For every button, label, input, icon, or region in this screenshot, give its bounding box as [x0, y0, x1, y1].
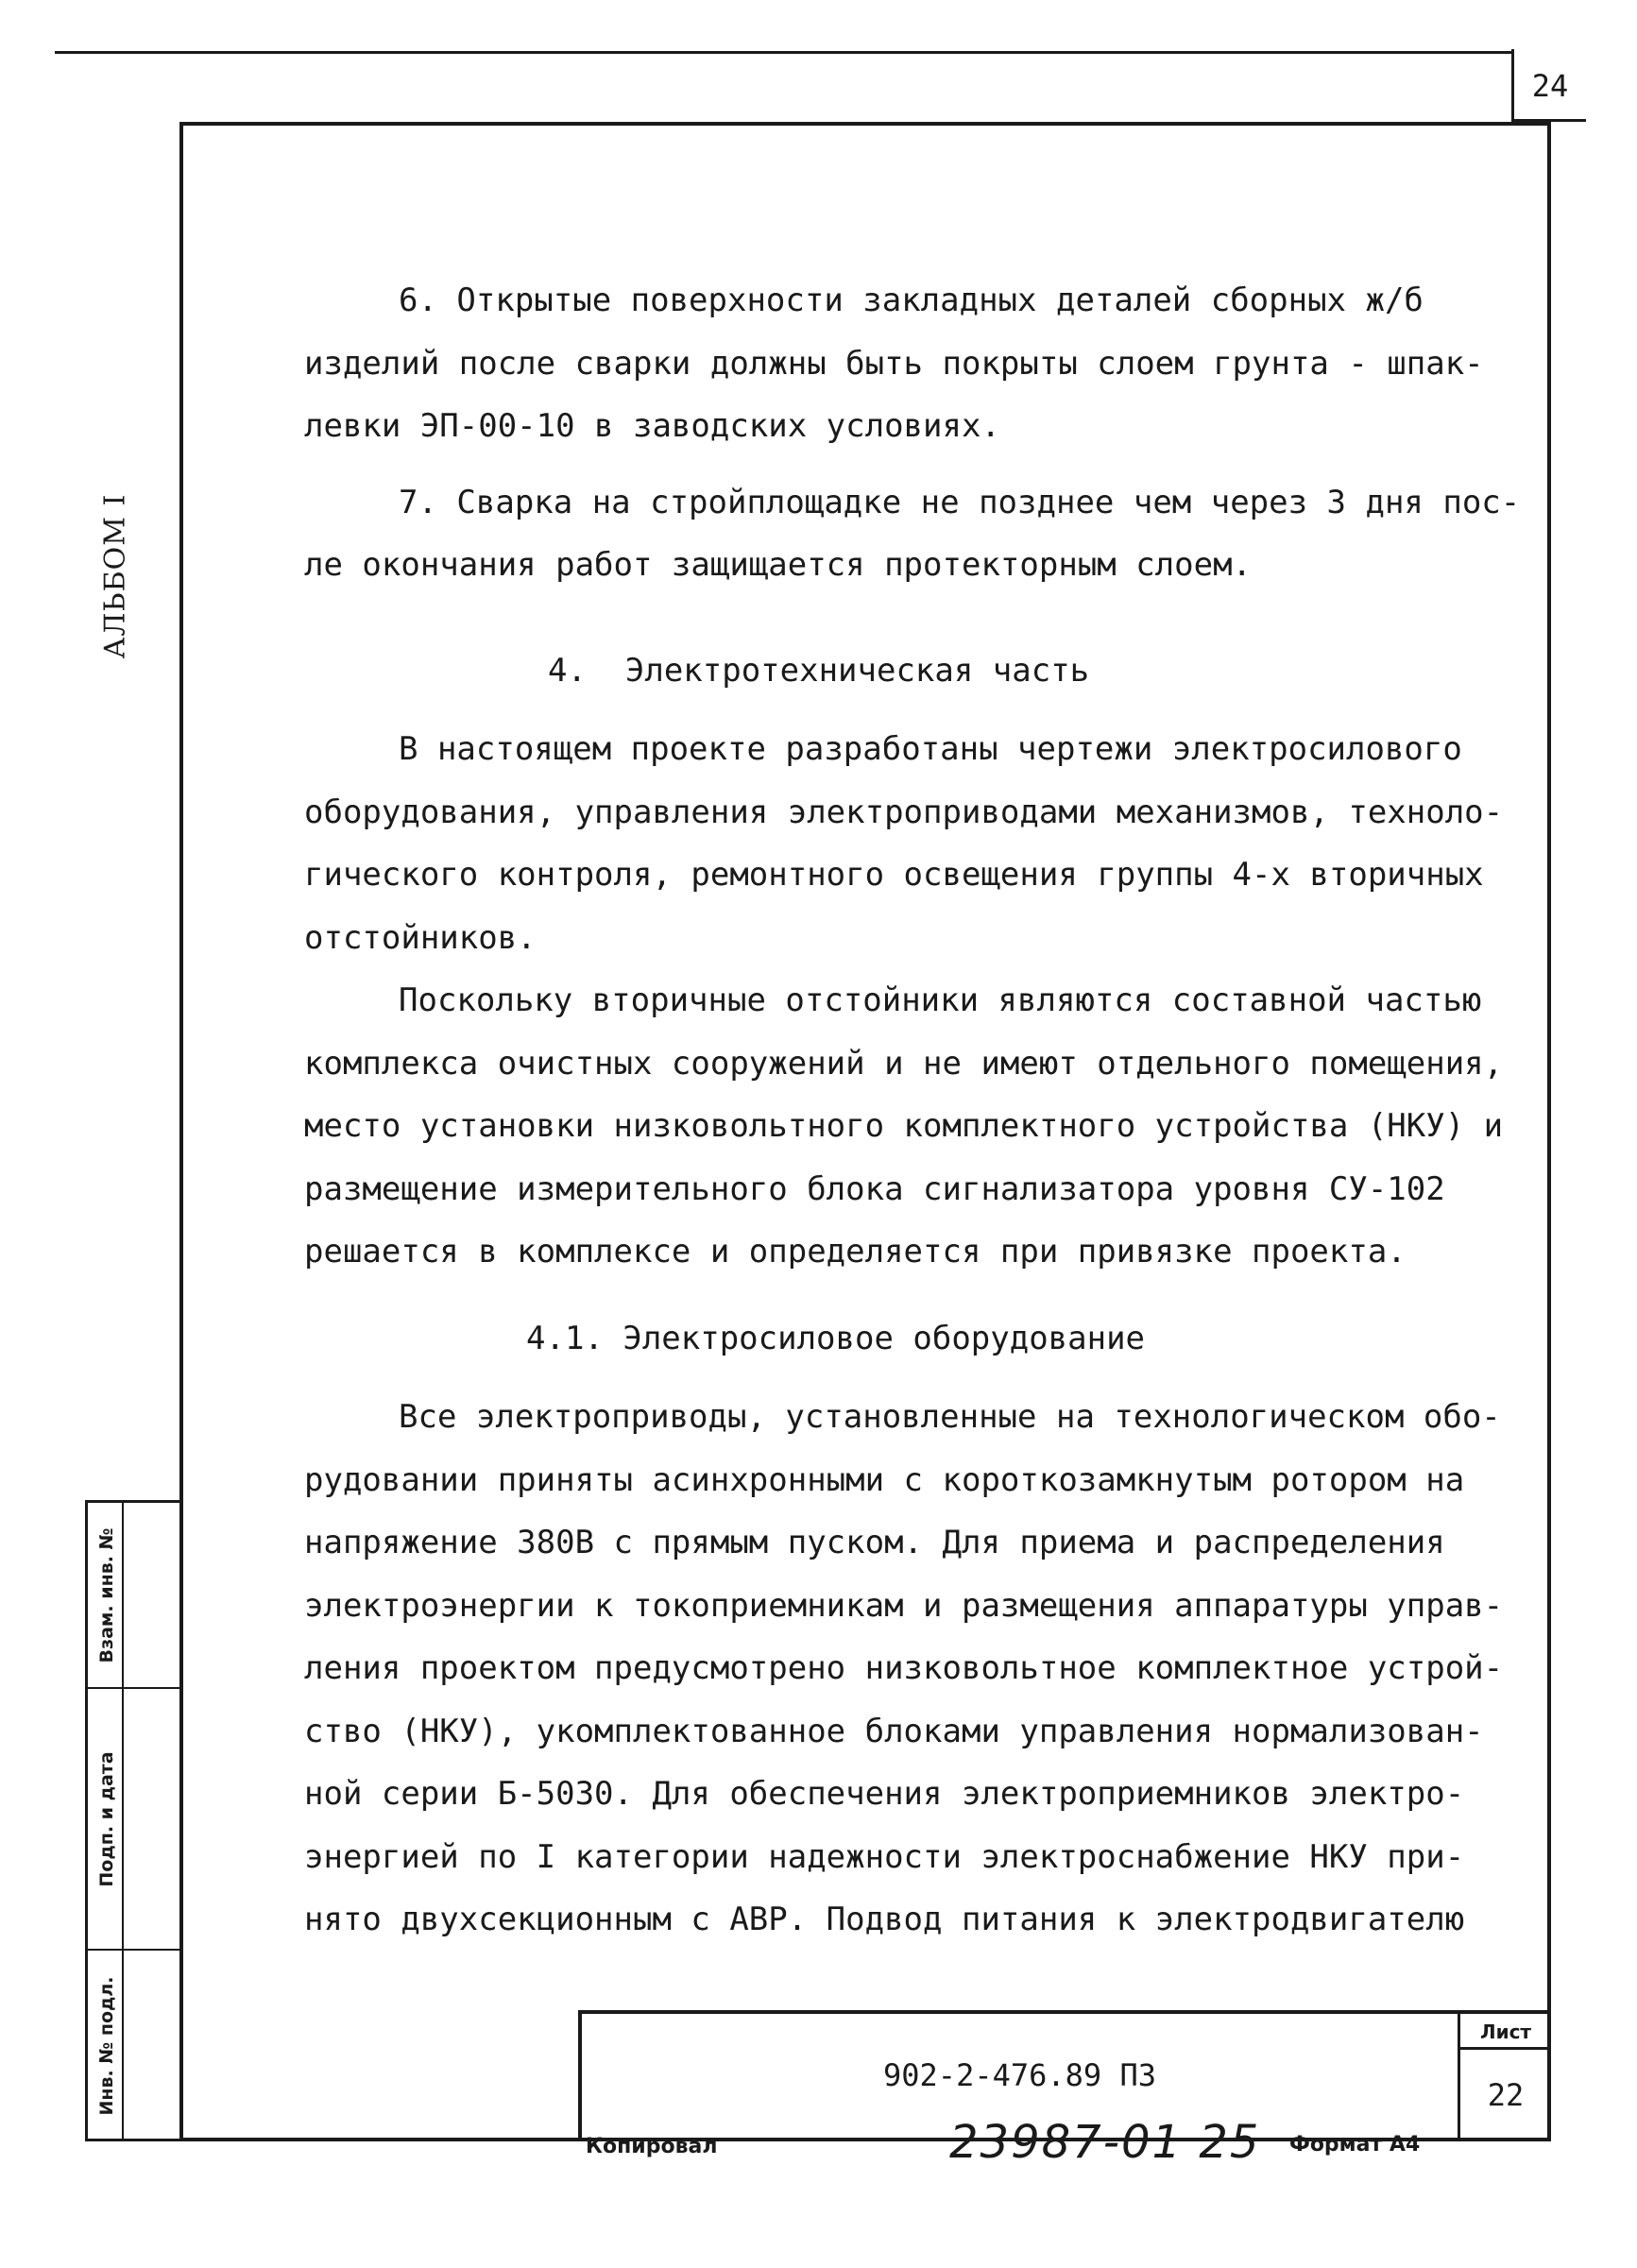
page-number: 24 [1531, 68, 1569, 104]
stamp-cell-vzam-inv [88, 1503, 179, 1689]
paragraph-drives-line: рудовании приняты асинхронными с короткозамкнутым ротором на [304, 1460, 1465, 1499]
paragraph-intro: В настоящем проекте разработаны чертежи электросилового [399, 730, 1462, 768]
paragraph-drives-line: ство (НКУ), укомплектованное блоками управления нормализован- [304, 1712, 1484, 1750]
section-heading-4: 4. Электротехническая часть [548, 651, 1090, 690]
section-heading-4-1: 4.1. Электросиловое оборудование [526, 1319, 1146, 1357]
footer-copied-label: Копировал [586, 2135, 718, 2158]
top-rule [55, 51, 1511, 54]
paragraph-drives-line: энергией по I категории надежности электроснабжение НКУ при- [304, 1837, 1465, 1876]
stamp-label-inv-podl: Инв. № подл. [96, 1976, 117, 2116]
paragraph-drives-line: напряжение 380В с прямым пуском. Для приема и распределения [304, 1524, 1445, 1561]
album-label [87, 491, 144, 661]
paragraph-intro-line: отстойников. [304, 918, 537, 957]
paragraph-drives-line: нято двухсекционным с АВР. Подвод питания к электродвигателю [304, 1901, 1465, 1938]
paragraph-drives: Все электроприводы, установленные на технологическом обо- [399, 1398, 1501, 1436]
paragraph-intro-line: гического контроля, ремонтного освещения группы 4-х вторичных [304, 856, 1484, 894]
sheet-number: 22 [1487, 2077, 1525, 2113]
page-number-box [1511, 49, 1586, 122]
footer-format-label: Формат А4 [1289, 2133, 1421, 2157]
document-code: 902-2-476.89 ПЗ [883, 2057, 1156, 2093]
footer-handwritten-number: 23987-01 25 [949, 2116, 1261, 2169]
stamp-label-vzam-inv: Взам. инв. № [96, 1527, 117, 1663]
sheet-label: Лист [1460, 2014, 1551, 2050]
paragraph-6: 6. Открытые поверхности закладных деталей сборных ж/б [399, 281, 1424, 319]
paragraph-7-line: ле окончания работ защищается протекторным слоем. [304, 546, 1253, 584]
paragraph-because-line: решается в комплексе и определяется при привязке проекта. [304, 1233, 1407, 1270]
paragraph-drives-line: электроэнергии к токоприемникам и размещения аппаратуры управ- [304, 1586, 1504, 1625]
paragraph-because-line: место установки низковольтного комплектного устройства (НКУ) и [304, 1107, 1504, 1145]
paragraph-intro-line: оборудования, управления электроприводами механизмов, техноло- [304, 793, 1504, 831]
paragraph-drives-line: ной серии Б-5030. Для обеспечения электроприемников электро- [304, 1775, 1465, 1813]
paragraph-7: 7. Сварка на стройплощадке не позднее чем через 3 дня пос- [399, 483, 1521, 521]
stamp-label-podp-data: Подп. и дата [96, 1750, 117, 1887]
stamp-column [85, 1500, 179, 2141]
album-label-text: АЛЬБОМ I [98, 493, 132, 659]
document-body [304, 269, 1523, 1952]
paragraph-drives-line: ления проектом предусмотрено низковольтное комплектное устрой- [304, 1649, 1504, 1687]
paragraph-because-line: размещение измерительного блока сигнализатора уровня СУ-102 [304, 1169, 1445, 1208]
paragraph-because: Поскольку вторичные отстойники являются составной частью [399, 981, 1482, 1019]
stamp-cell-inv-podl [88, 1951, 179, 2141]
stamp-cell-podp-data [88, 1689, 179, 1951]
paragraph-6-line: изделий после сварки должны быть покрыты слоем грунта - шпак- [304, 344, 1484, 383]
paragraph-6-line: левки ЭП-00-10 в заводских условиях. [304, 407, 1000, 445]
paragraph-because-line: комплекса очистных сооружений и не имеют отдельного помещения, [304, 1044, 1504, 1083]
